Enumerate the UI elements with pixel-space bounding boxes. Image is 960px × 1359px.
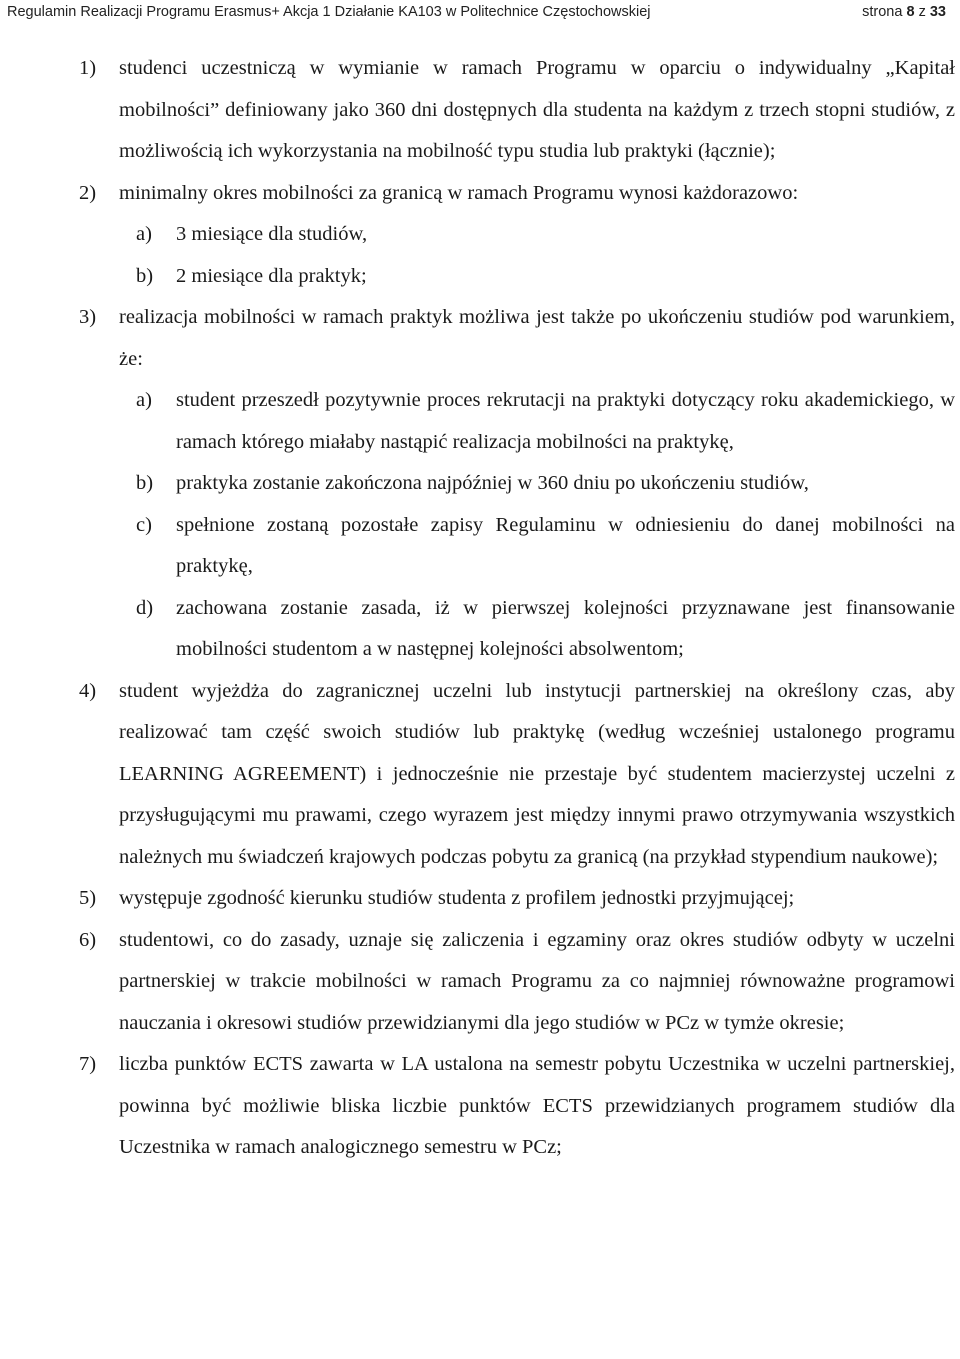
list-item-number: 4) [79, 679, 97, 702]
list-item-number: 6) [79, 928, 97, 951]
sub-item-3a [136, 380, 955, 463]
sub-item-letter: a) [136, 223, 152, 245]
sub-item-3d [136, 588, 955, 671]
list-item-text: liczba punktów ECTS zawarta w LA ustalona na semestr pobytu Uczestnika w uczelni partnerskiej, powinna być możliwie bliska liczbie punktów ECTS przewidzianych programem studiów dla Uczestnika w ramach analogicznego semestru w PCz; [119, 1053, 955, 1158]
list-item-number: 1) [79, 57, 97, 79]
list-item-text: student wyjeżdża do zagranicznej uczelni lub instytucji partnerskiej na określony czas, aby realizować tam część swoich studiów lub praktykę (według wcześniej ustalonego programu LEARNING AGREEMENT) i jednocześnie nie przestaje być studentem macierzystej uczelni z przysługującymi mu prawami, czego wyrazem jest między innymi prawo otrzymywania wszystkich należnych mu świadczeń krajowych podczas pobytu za granicą (na przykład stypendium naukowe); [119, 679, 955, 868]
sub-item-3c [136, 505, 955, 588]
list-item-1 [79, 48, 955, 173]
list-item-text: minimalny okres mobilności za granicą w ramach Programu wynosi każdorazowo: [119, 181, 799, 204]
list-item-text: realizacja mobilności w ramach praktyk możliwa jest także po ukończeniu studiów pod warunkiem, że: [119, 306, 955, 370]
list-item-6 [79, 920, 955, 1045]
sub-item-2a [136, 214, 955, 256]
list-item-2 [79, 173, 955, 215]
page-total: 33 [929, 4, 946, 20]
sub-item-letter: a) [136, 389, 152, 411]
sub-item-3b [136, 463, 955, 505]
list-item-text: występuje zgodność kierunku studiów studenta z profilem jednostki przyjmującej; [119, 887, 795, 909]
list-item-number: 2) [79, 181, 97, 204]
sub-item-text: 3 miesiące dla studiów, [176, 223, 368, 245]
list-item-text: studenci uczestniczą w wymianie w ramach Programu w oparciu o indywidualny „Kapitał mobilności” definiowany jako 360 dni dostępnych dla studenta na każdym z trzech stopni studiów, z możliwością ich wykorzystania na mobilność typu studia lub praktyki (łącznie); [119, 57, 955, 162]
list-item-number: 5) [79, 887, 97, 909]
sub-item-text: spełnione zostaną pozostałe zapisy Regulaminu w odniesieniu do danej mobilności na praktykę, [176, 513, 955, 577]
sub-item-2b [136, 256, 955, 298]
sub-item-text: zachowana zostanie zasada, iż w pierwszej kolejności przyznawane jest finansowanie mobilności studentom a w następnej kolejności absolwentom; [176, 596, 955, 660]
sub-item-text: 2 miesiące dla praktyk; [176, 264, 367, 287]
page-header [7, 0, 946, 24]
list-item-5 [79, 878, 955, 920]
document-body [79, 48, 955, 1169]
document-title: Regulamin Realizacji Programu Erasmus+ Akcja 1 Działanie KA103 w Politechnice Częstochowskiej [7, 4, 651, 20]
sub-item-letter: d) [136, 596, 154, 619]
list-item-7 [79, 1044, 955, 1169]
list-item-3 [79, 297, 955, 380]
list-item-4 [79, 671, 955, 879]
sub-item-letter: b) [136, 264, 154, 287]
sub-item-letter: b) [136, 472, 154, 494]
list-item-number: 3) [79, 306, 97, 328]
sub-item-letter: c) [136, 513, 152, 536]
page-current: 8 [906, 4, 915, 20]
sub-item-text: student przeszedł pozytywnie proces rekrutacji na praktyki dotyczący roku akademickiego, w ramach którego miałaby nastąpić realizacja mobilności na praktykę, [176, 389, 955, 453]
list-item-number: 7) [79, 1053, 97, 1075]
page-number: strona 8 z 33 [862, 4, 946, 20]
list-item-text: studentowi, co do zasady, uznaje się zaliczenia i egzaminy oraz okres studiów odbyty w uczelni partnerskiej w trakcie mobilności w ramach Programu za co najmniej równoważne programowi nauczania i okresowi studiów przewidzianymi dla jego studiów w PCz w tymże okresie; [119, 928, 955, 1034]
sub-item-text: praktyka zostanie zakończona najpóźniej w 360 dniu po ukończeniu studiów, [176, 472, 809, 494]
